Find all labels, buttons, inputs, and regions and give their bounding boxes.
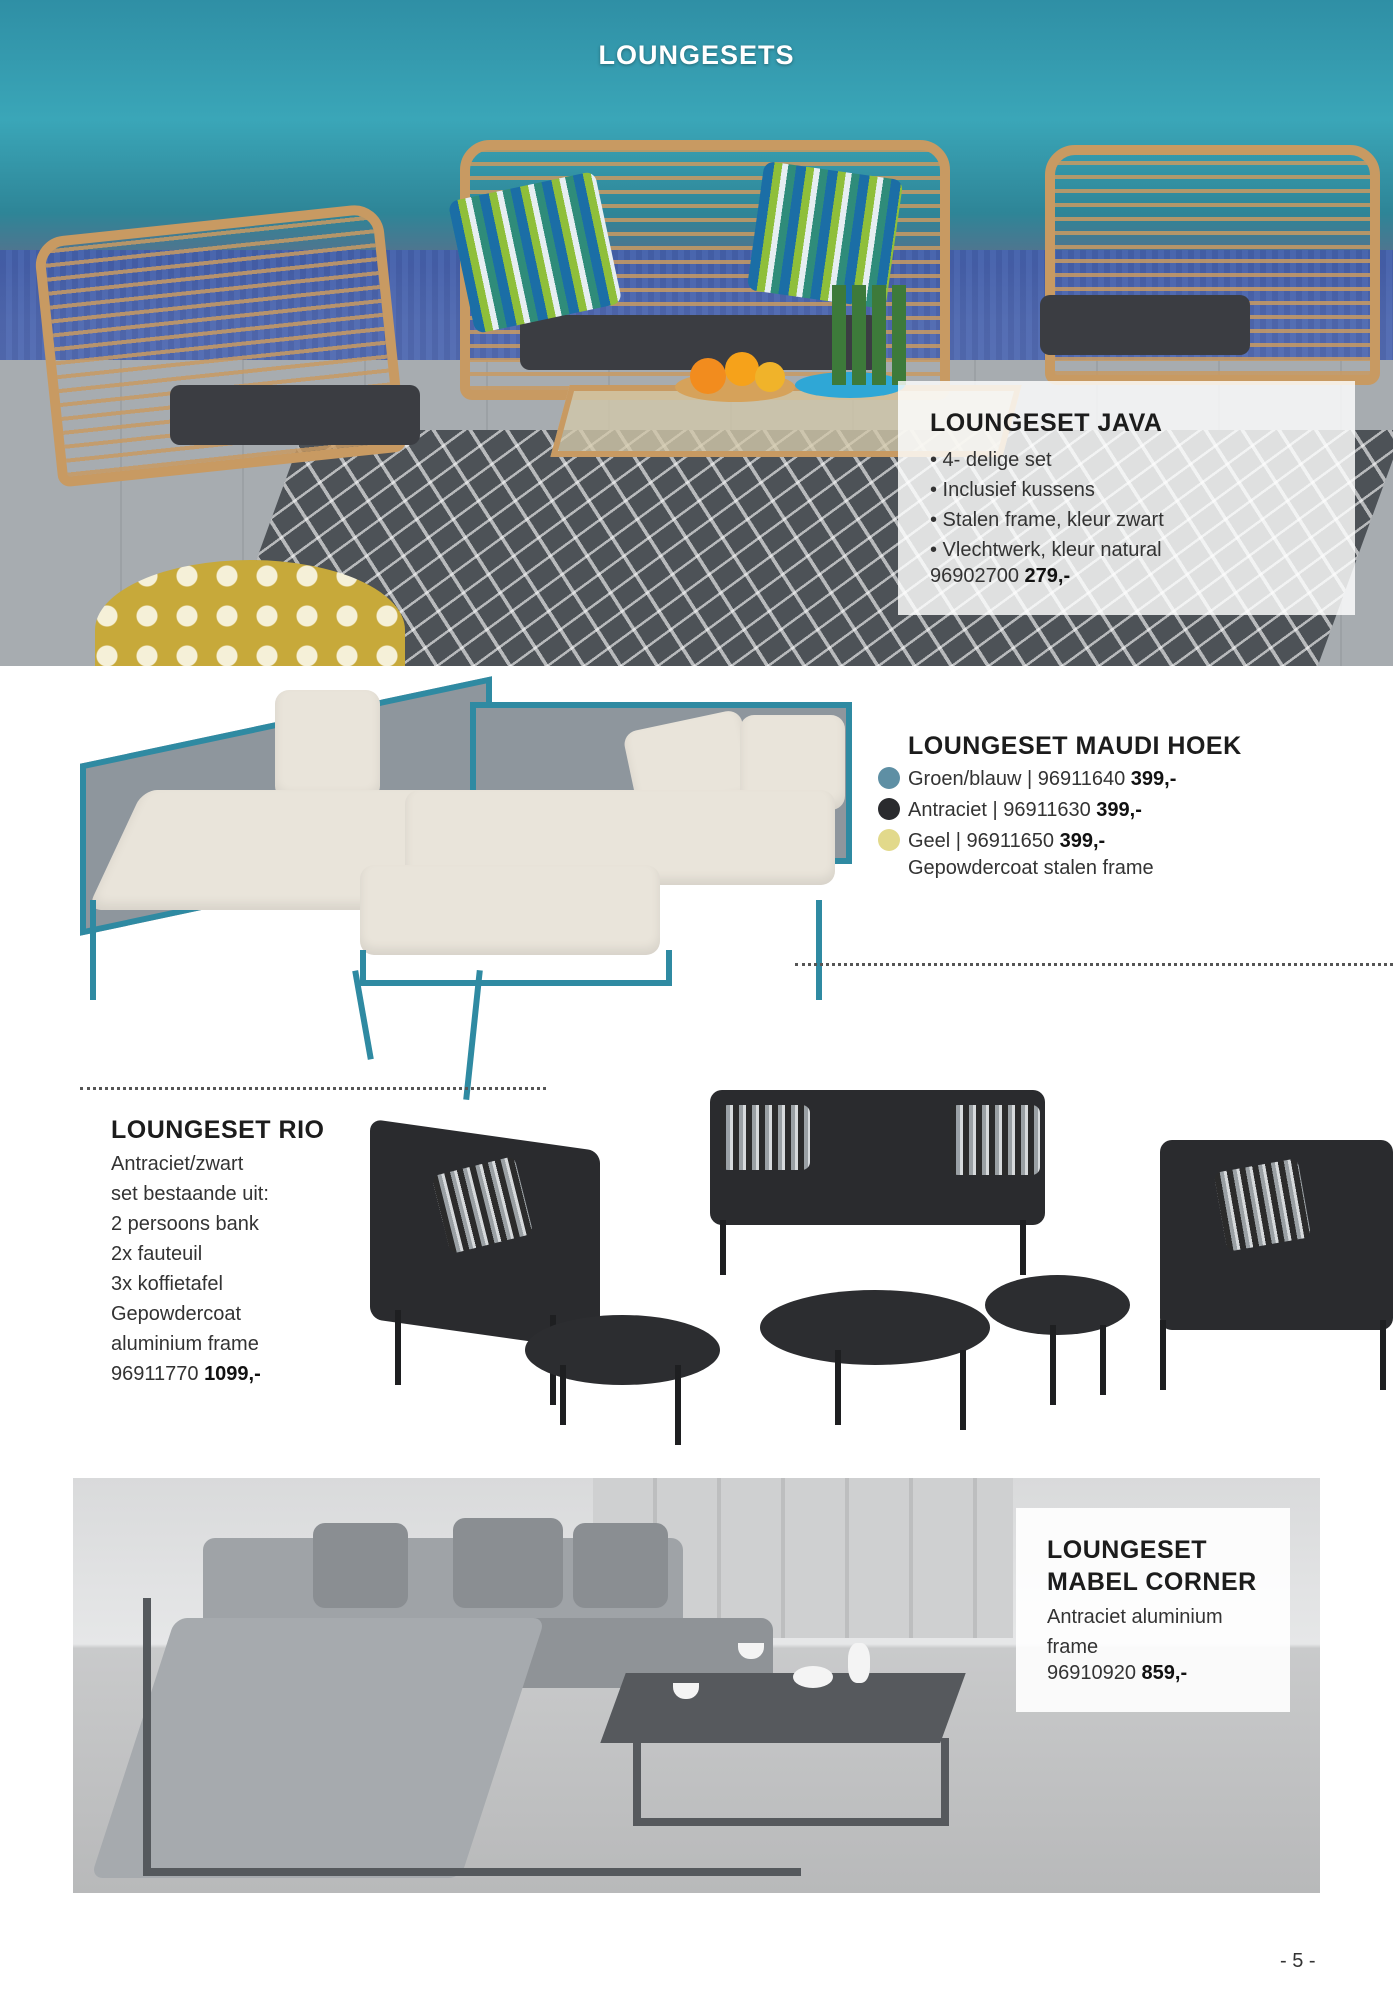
java-feature: • 4- delige set — [930, 449, 1052, 471]
mabel-title — [1047, 1534, 1257, 1598]
bowl — [793, 1666, 833, 1688]
rio-desc-line: aluminium frame — [111, 1333, 259, 1355]
chair-leg — [1160, 1320, 1166, 1390]
striped-pillow — [950, 1105, 1040, 1175]
mabel-title-line: MABEL CORNER — [1047, 1568, 1257, 1596]
table-frame — [633, 1738, 949, 1826]
ottoman-frame — [360, 950, 672, 986]
table-leg — [1100, 1325, 1106, 1395]
rio-desc-line: 2 persoons bank — [111, 1213, 259, 1235]
striped-pillow — [1214, 1158, 1312, 1252]
maudi-variant-label: Groen/blauw | 96911640 — [908, 768, 1126, 790]
rio-sku: 96911770 — [111, 1363, 199, 1385]
orange — [725, 352, 759, 386]
java-title: LOUNGESET JAVA — [930, 409, 1163, 437]
mabel-sku-price — [1047, 1662, 1187, 1685]
chair-leg — [1380, 1320, 1386, 1390]
ottoman-cushion — [360, 865, 660, 955]
color-swatch-green-blue — [878, 767, 900, 789]
rio-desc-line: 3x koffietafel — [111, 1273, 223, 1295]
rio-desc-line: Gepowdercoat — [111, 1303, 242, 1325]
rio-desc-line: Antraciet/zwart — [111, 1153, 244, 1175]
coffee-table-medium — [760, 1290, 990, 1365]
java-feature: • Vlechtwerk, kleur natural — [930, 539, 1162, 561]
maudi-variant-green-blue — [878, 764, 1176, 794]
rio-price: 1099,- — [204, 1363, 261, 1385]
maudi-variant-antraciet — [878, 795, 1142, 825]
maudi-variant-price: 399,- — [1096, 799, 1142, 821]
table-leg — [960, 1350, 966, 1430]
maudi-variant-geel — [878, 826, 1105, 856]
mabel-desc-line: frame — [1047, 1636, 1099, 1658]
maudi-variant-price: 399,- — [1130, 768, 1177, 790]
table-leg — [675, 1365, 681, 1445]
coffee-table-small — [985, 1275, 1130, 1335]
table-leg — [1050, 1325, 1056, 1405]
maudi-variant-label: Geel | 96911650 — [908, 830, 1055, 852]
orange — [690, 358, 726, 394]
java-info-box — [898, 381, 1355, 615]
coffee-table-large — [525, 1315, 720, 1385]
back-pillow — [453, 1518, 563, 1608]
mabel-sku: 96910920 — [1047, 1662, 1136, 1684]
maudi-title: LOUNGESET MAUDI HOEK — [908, 732, 1242, 760]
dotted-divider — [795, 963, 1393, 966]
table-leg — [560, 1365, 566, 1425]
chair-cushion-left — [170, 385, 420, 445]
table-leg — [835, 1350, 841, 1425]
java-features — [930, 445, 1164, 565]
vase — [848, 1643, 870, 1683]
mabel-info-box — [1016, 1508, 1290, 1712]
maudi-corner-sofa-photo — [60, 680, 860, 1100]
back-pillow — [313, 1523, 408, 1608]
orange — [755, 362, 785, 392]
maudi-frame-text: Gepowdercoat stalen frame — [908, 857, 1154, 879]
striped-pillow — [720, 1105, 810, 1170]
chair-leg — [395, 1310, 401, 1385]
coffee-table — [600, 1673, 965, 1743]
maudi-variant-label: Antraciet | 96911630 — [908, 799, 1091, 821]
java-feature: • Stalen frame, kleur zwart — [930, 509, 1164, 531]
back-pillow — [573, 1523, 668, 1608]
rio-set-photo — [360, 1080, 1393, 1460]
rio-sku-price — [111, 1359, 261, 1389]
rio-desc-line: 2x fauteuil — [111, 1243, 203, 1265]
color-swatch-geel — [878, 829, 900, 851]
color-swatch-antraciet — [878, 798, 900, 820]
page-title: LOUNGESETS — [598, 40, 795, 70]
bottles — [832, 285, 908, 385]
page-number: - 5 - — [1280, 1950, 1316, 1972]
sofa-leg — [720, 1220, 726, 1275]
java-sku-price — [930, 565, 1070, 588]
hero-photo-java — [0, 0, 1393, 666]
maudi-variant-price: 399,- — [1059, 830, 1106, 852]
mabel-price: 859,- — [1141, 1662, 1188, 1684]
mabel-desc — [1047, 1602, 1223, 1662]
mabel-title-line: LOUNGESET — [1047, 1536, 1208, 1564]
java-sku: 96902700 — [930, 565, 1019, 587]
rio-title: LOUNGESET RIO — [111, 1116, 325, 1144]
java-price: 279,- — [1024, 565, 1071, 587]
mabel-desc-line: Antraciet aluminium — [1047, 1606, 1223, 1628]
chair-cushion-right — [1040, 295, 1250, 355]
java-feature: • Inclusief kussens — [930, 479, 1095, 501]
rio-desc-line: set bestaande uit: — [111, 1183, 269, 1205]
sofa-leg — [1020, 1220, 1026, 1275]
pillow — [275, 690, 380, 800]
